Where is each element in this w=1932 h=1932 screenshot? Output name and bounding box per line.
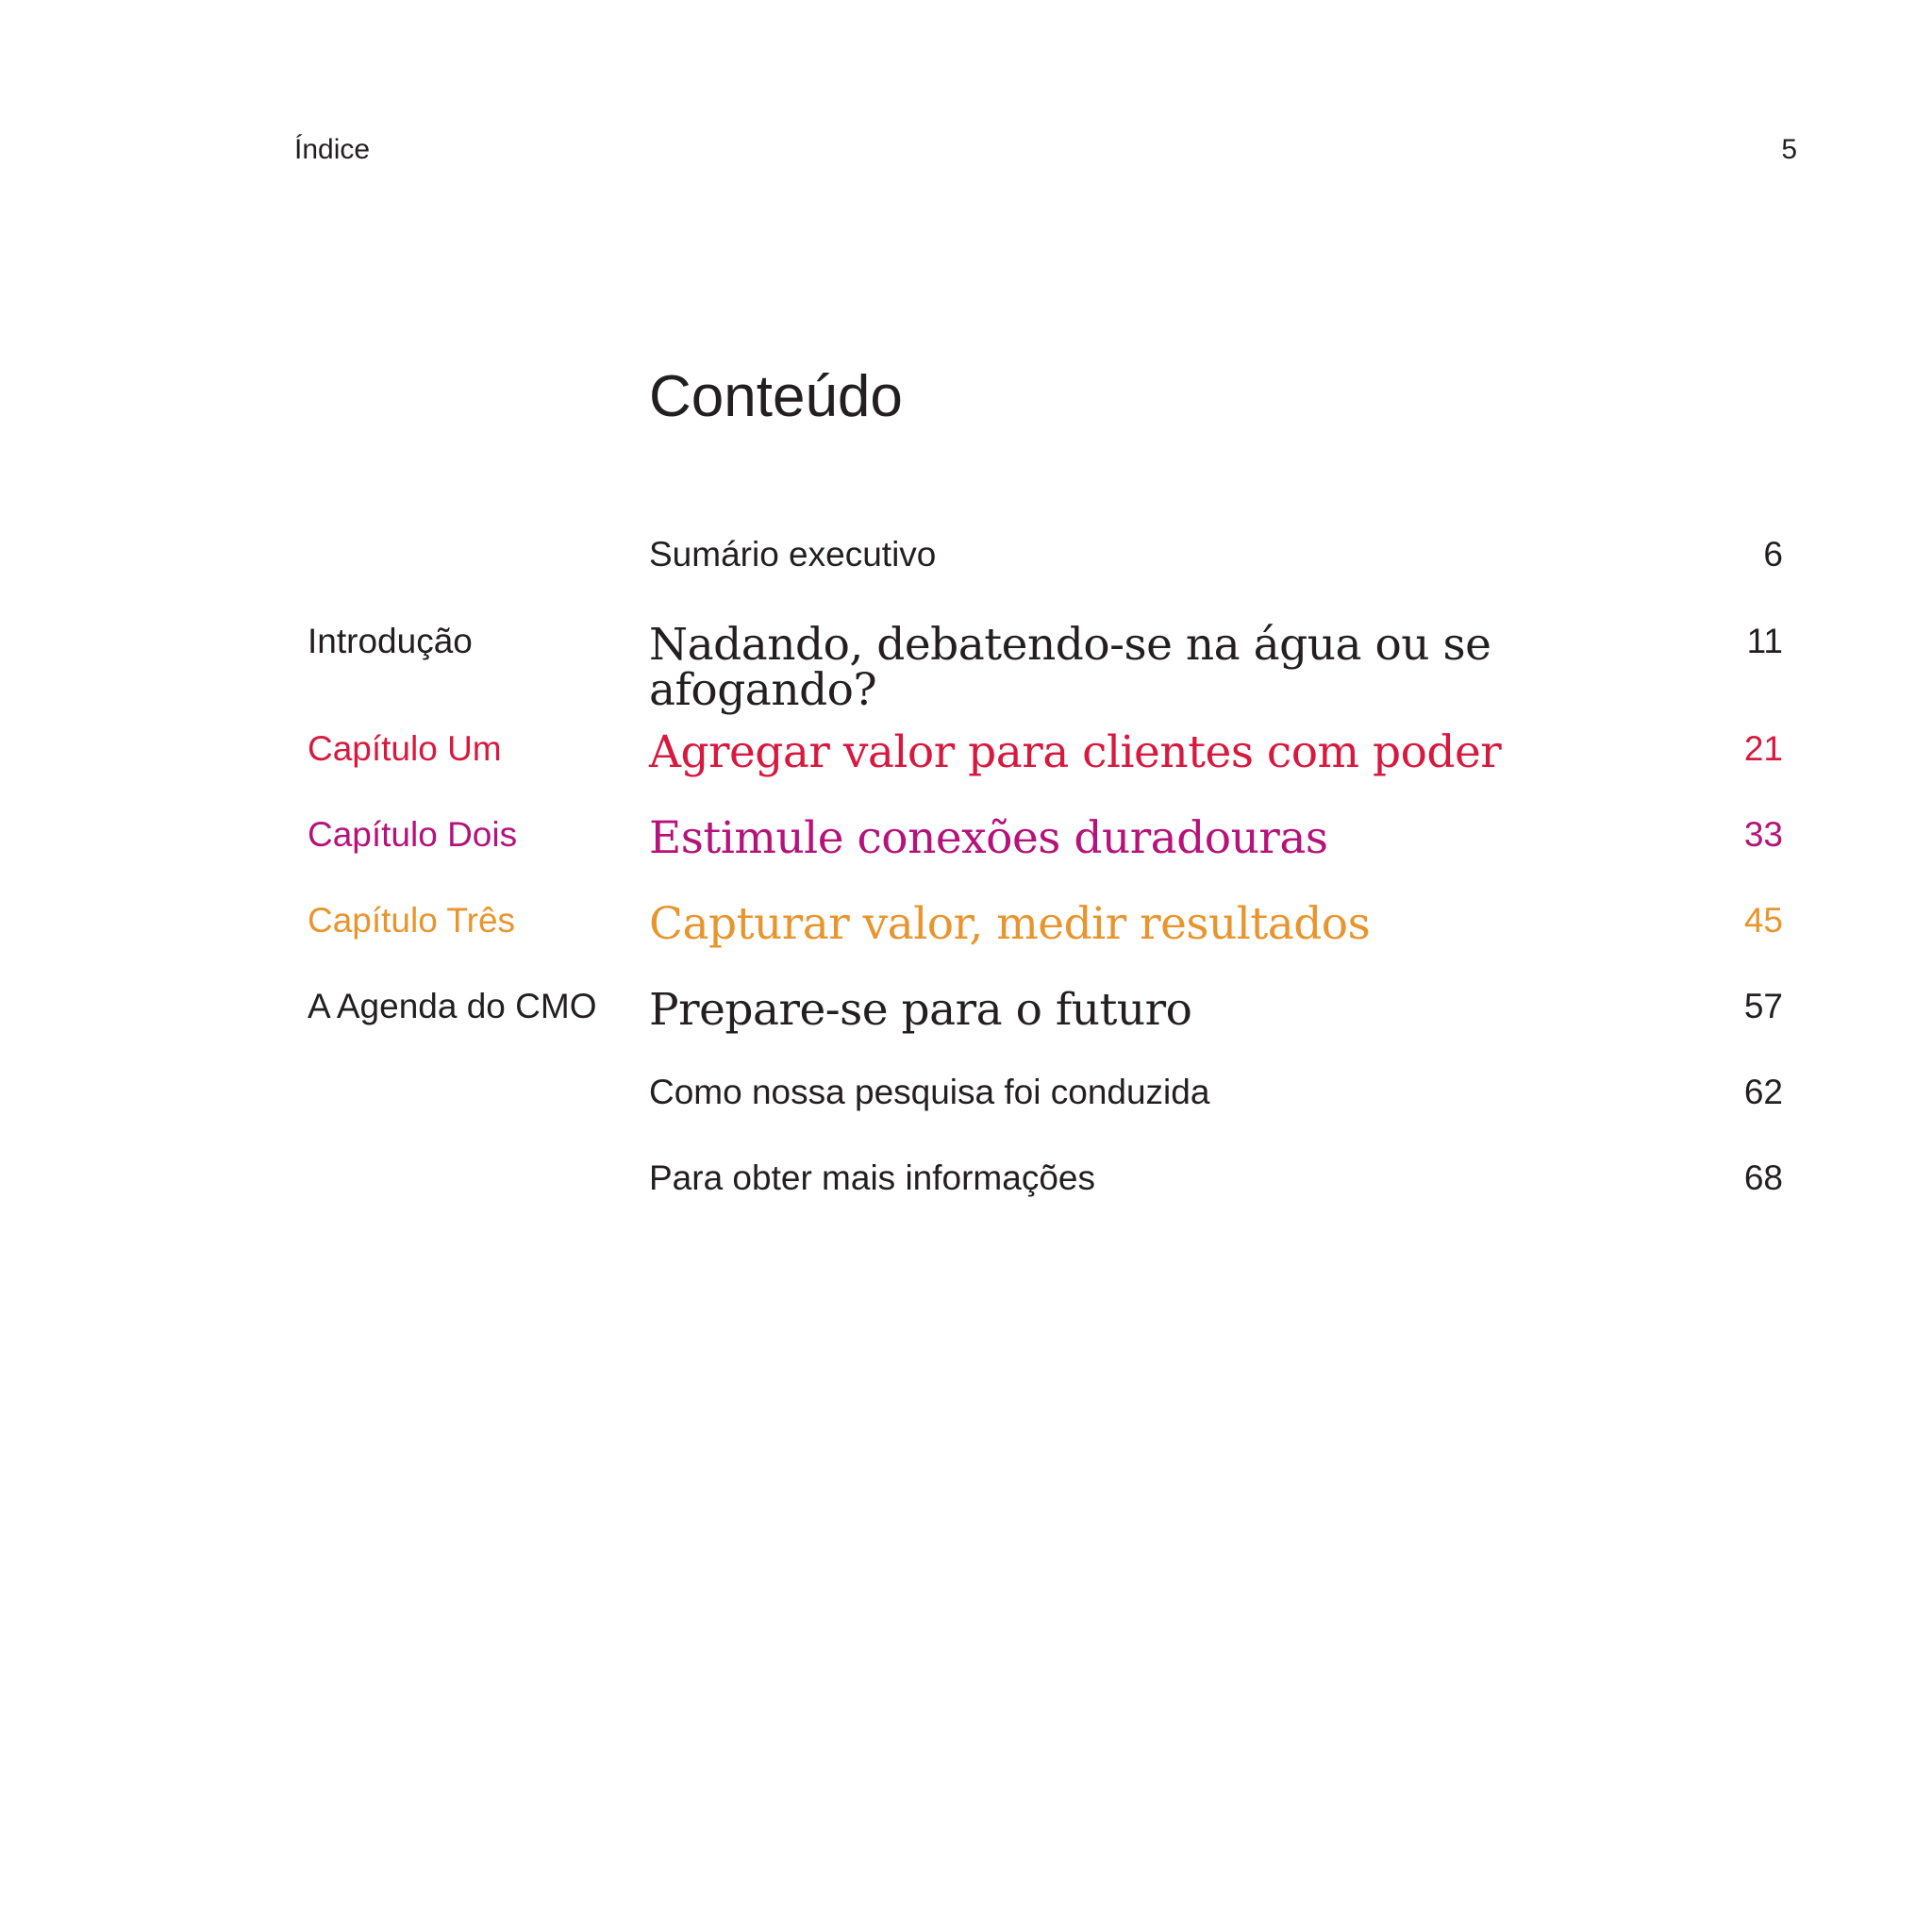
toc-entry-label: Capítulo Dois: [308, 815, 518, 854]
toc-entry-page: 45: [1743, 901, 1783, 940]
toc-entry-title[interactable]: Para obter mais informações: [649, 1158, 1095, 1197]
toc-entry-title[interactable]: Como nossa pesquisa foi conduzida: [649, 1073, 1210, 1111]
toc-entry-page: 62: [1743, 1073, 1783, 1111]
toc-entry-page: 21: [1743, 729, 1783, 768]
toc-entry-label: A Agenda do CMO: [308, 987, 597, 1025]
toc-entry-label: Capítulo Um: [308, 729, 502, 768]
toc-entry-label: Capítulo Três: [308, 901, 516, 940]
section-title: Índice: [294, 134, 371, 165]
toc-entry-page: 11: [1746, 622, 1783, 660]
toc-entry-title[interactable]: Capturar valor, medir resultados: [649, 898, 1371, 950]
toc-entry-title[interactable]: Agregar valor para clientes com poder: [649, 726, 1502, 778]
toc-entry-page: 33: [1743, 815, 1783, 854]
toc-entry-page: 68: [1743, 1158, 1783, 1197]
toc-entry-title[interactable]: Prepare-se para o futuro: [649, 984, 1192, 1036]
toc-entry-page: 6: [1763, 535, 1783, 574]
toc-entry-label: Introdução: [308, 622, 473, 660]
page-title: Conteúdo: [649, 364, 903, 429]
toc-entry-page: 57: [1743, 987, 1783, 1025]
toc-entry-title[interactable]: Estimule conexões duradouras: [649, 812, 1328, 864]
page-number: 5: [1781, 134, 1797, 165]
toc-entry-title[interactable]: Nadando, debatendo-se na água ou se afogando?: [649, 619, 1491, 717]
toc-entry-title[interactable]: Sumário executivo: [649, 535, 937, 574]
